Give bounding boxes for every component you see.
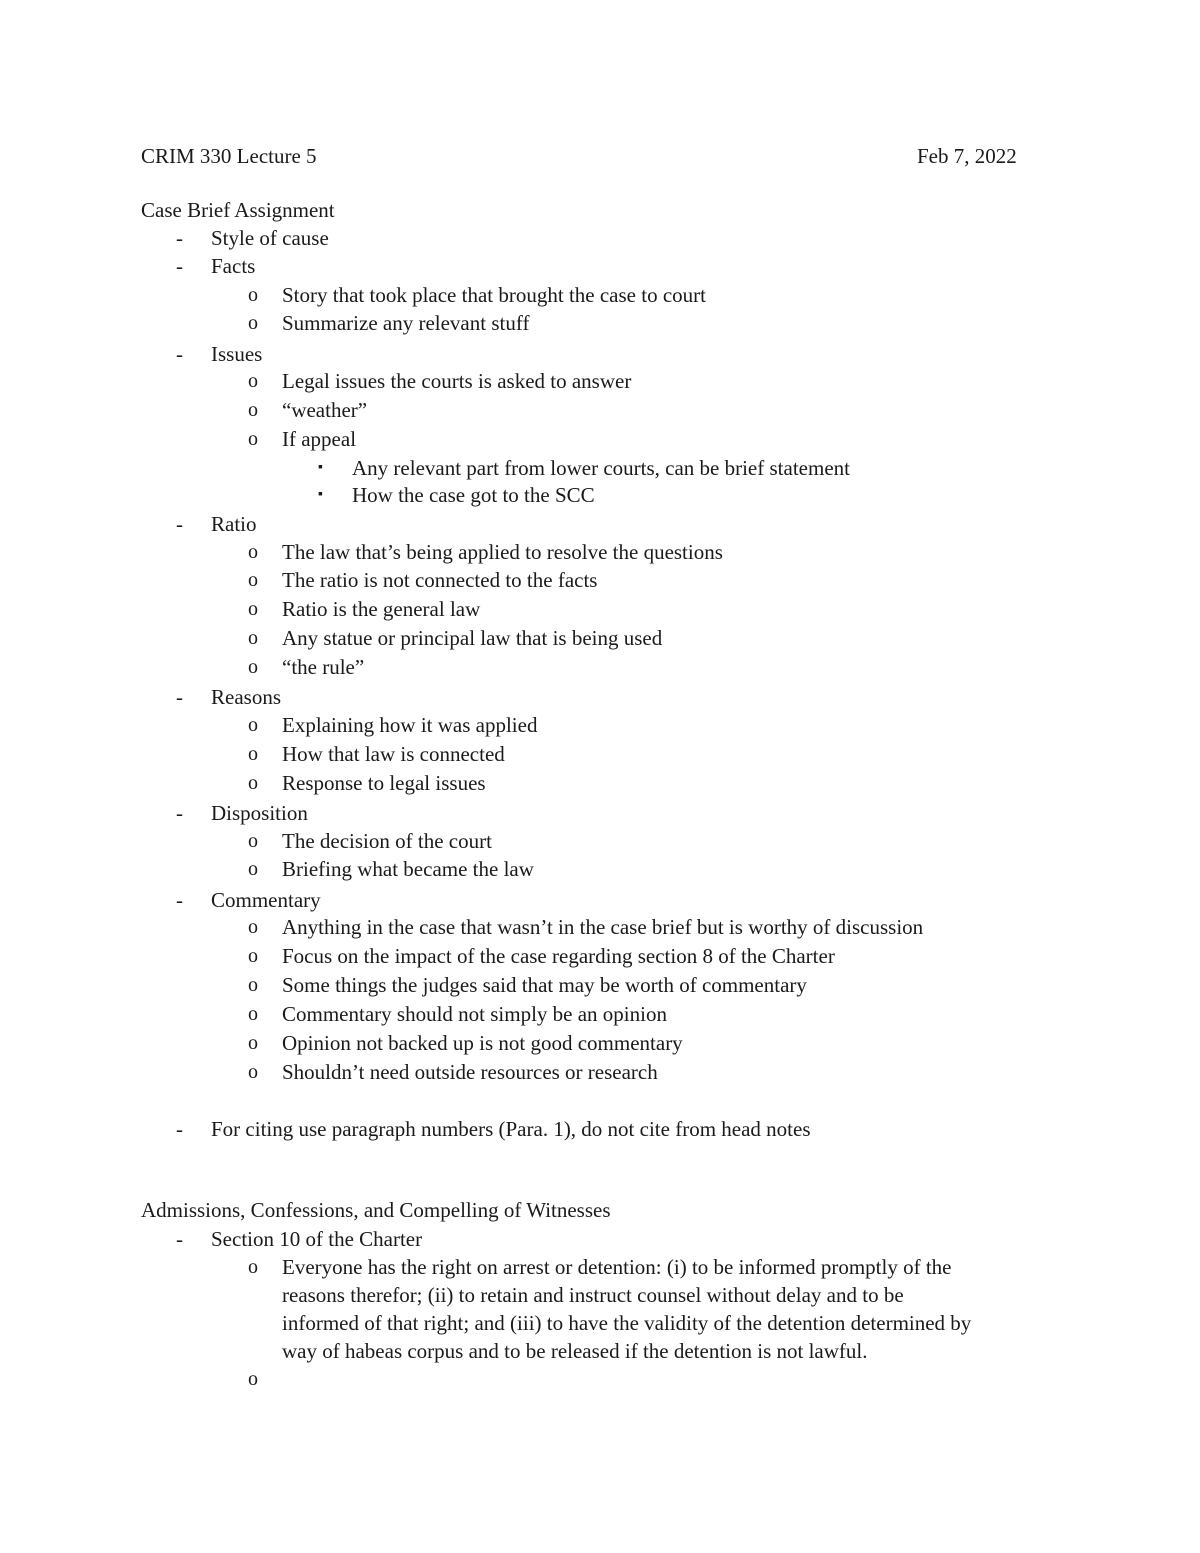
dash-bullet: - [176, 512, 183, 536]
circle-bullet: o [248, 627, 258, 649]
sub-list-item: Briefing what became the law [282, 857, 534, 881]
list-item: Reasons [211, 685, 281, 709]
dash-bullet: - [176, 1117, 183, 1141]
circle-bullet: o [248, 1061, 258, 1083]
circle-bullet: o [248, 1003, 258, 1025]
section-heading-case-brief: Case Brief Assignment [141, 198, 335, 222]
circle-bullet: o [248, 569, 258, 591]
dash-bullet: - [176, 342, 183, 366]
paragraph-line: informed of that right; and (iii) to have the validity of the detention determined by [282, 1311, 972, 1335]
sub-list-item: “the rule” [282, 655, 365, 679]
list-item: Style of cause [211, 226, 329, 250]
sub-list-item: The ratio is not connected to the facts [282, 568, 598, 592]
list-item: Facts [211, 254, 256, 278]
sub-list-item: Explaining how it was applied [282, 713, 538, 737]
sub-list-item: The decision of the court [282, 829, 492, 853]
circle-bullet: o [248, 714, 258, 736]
sub-list-item: Focus on the impact of the case regarding section 8 of the Charter [282, 944, 835, 968]
dash-bullet: - [176, 685, 183, 709]
circle-bullet: o [248, 916, 258, 938]
sub-list-item: Opinion not backed up is not good commentary [282, 1031, 683, 1055]
dash-bullet: - [176, 226, 183, 250]
circle-bullet: o [248, 1032, 258, 1054]
circle-bullet: o [248, 1368, 258, 1390]
paragraph-line: reasons therefor; (ii) to retain and instruct counsel without delay and to be [282, 1283, 904, 1307]
circle-bullet: o [248, 312, 258, 334]
circle-bullet: o [248, 284, 258, 306]
sub-list-item: Summarize any relevant stuff [282, 311, 530, 335]
list-item: Disposition [211, 801, 308, 825]
circle-bullet: o [248, 428, 258, 450]
circle-bullet: o [248, 1256, 258, 1278]
square-bullet: ▪ [318, 460, 323, 475]
sub-sub-list-item: How the case got to the SCC [352, 483, 595, 507]
sub-sub-list-item: Any relevant part from lower courts, can be brief statement [352, 456, 850, 480]
list-item: Section 10 of the Charter [211, 1227, 423, 1251]
sub-list-item: Ratio is the general law [282, 597, 481, 621]
list-item: Issues [211, 342, 263, 366]
document-date: Feb 7, 2022 [917, 144, 1017, 168]
sub-list-item: Any statue or principal law that is being used [282, 626, 663, 650]
sub-list-item: Response to legal issues [282, 771, 486, 795]
sub-list-item: Anything in the case that wasn’t in the case brief but is worthy of discussion [282, 915, 924, 939]
section-heading-admissions: Admissions, Confessions, and Compelling of Witnesses [141, 1198, 611, 1222]
circle-bullet: o [248, 743, 258, 765]
circle-bullet: o [248, 541, 258, 563]
sub-list-item: Legal issues the courts is asked to answer [282, 369, 632, 393]
sub-list-item: The law that’s being applied to resolve the questions [282, 540, 723, 564]
circle-bullet: o [248, 772, 258, 794]
list-item: Commentary [211, 888, 321, 912]
sub-list-item: How that law is connected [282, 742, 505, 766]
square-bullet: ▪ [318, 487, 323, 502]
circle-bullet: o [248, 830, 258, 852]
dash-bullet: - [176, 1227, 183, 1251]
circle-bullet: o [248, 399, 258, 421]
sub-list-item: Shouldn’t need outside resources or research [282, 1060, 658, 1084]
circle-bullet: o [248, 370, 258, 392]
sub-list-item: “weather” [282, 398, 368, 422]
sub-list-item: If appeal [282, 427, 357, 451]
paragraph-line: Everyone has the right on arrest or detention: (i) to be informed promptly of the [282, 1255, 952, 1279]
list-item: For citing use paragraph numbers (Para. 1), do not cite from head notes [211, 1117, 811, 1141]
list-item: Ratio [211, 512, 257, 536]
sub-list-item: Commentary should not simply be an opinion [282, 1002, 667, 1026]
sub-list-item: Some things the judges said that may be worth of commentary [282, 973, 807, 997]
dash-bullet: - [176, 254, 183, 278]
paragraph-line: way of habeas corpus and to be released if the detention is not lawful. [282, 1339, 868, 1363]
document-title: CRIM 330 Lecture 5 [141, 144, 317, 168]
circle-bullet: o [248, 974, 258, 996]
dash-bullet: - [176, 888, 183, 912]
circle-bullet: o [248, 598, 258, 620]
sub-list-item: Story that took place that brought the case to court [282, 283, 706, 307]
circle-bullet: o [248, 858, 258, 880]
circle-bullet: o [248, 945, 258, 967]
circle-bullet: o [248, 656, 258, 678]
dash-bullet: - [176, 801, 183, 825]
